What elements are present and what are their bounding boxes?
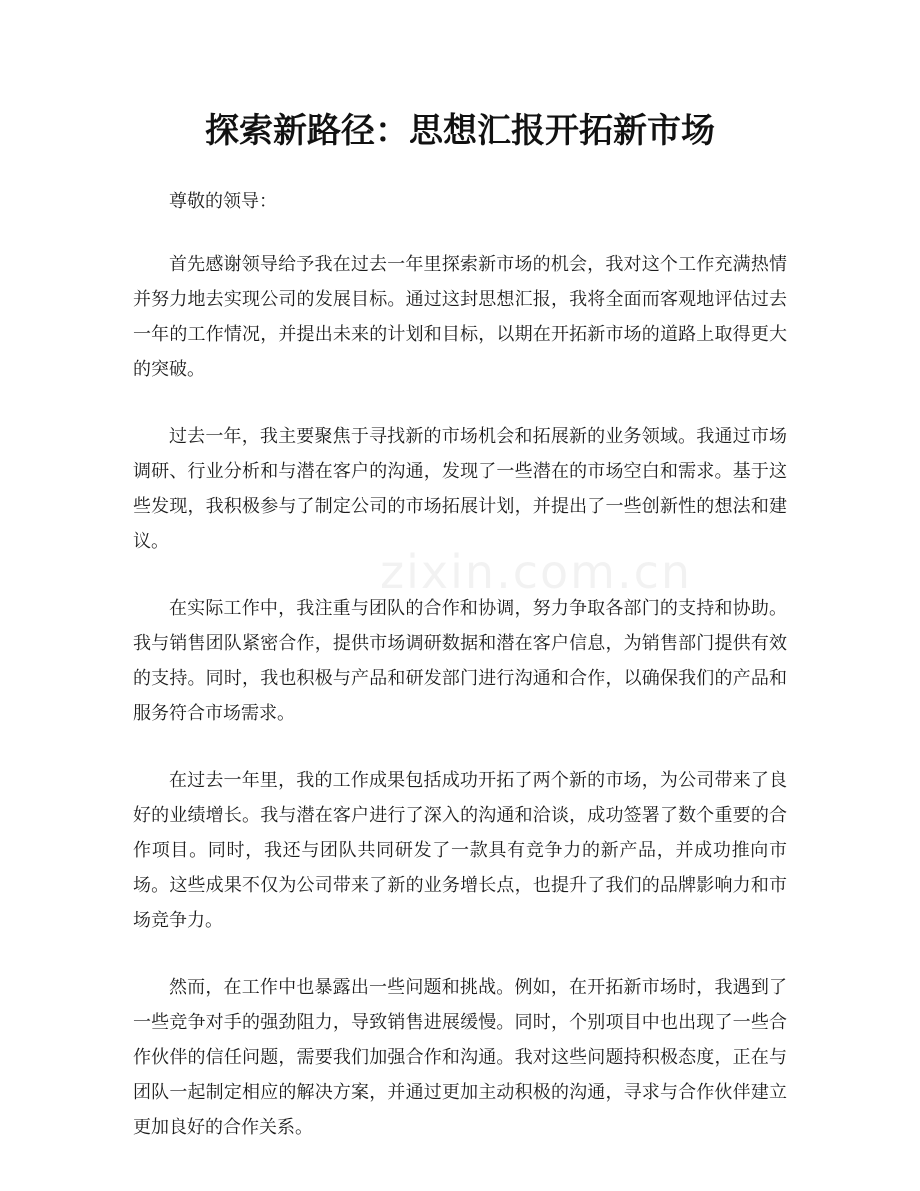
- paragraph-2: 过去一年，我主要聚焦于寻找新的市场机会和拓展新的业务领域。我通过市场调研、行业分析和与潜在客户的沟通，发现了一些潜在的市场空白和需求。基于这些发现，我积极参与了制定公司的市场拓展计划，并提出了一些创新性的想法和建议。: [133, 426, 787, 552]
- greeting: 尊敬的领导：: [169, 191, 277, 212]
- watermark: zixin.com.cn: [380, 545, 693, 599]
- document-title: 探索新路径：思想汇报开拓新市场: [205, 111, 715, 151]
- paragraph-4: 在过去一年里，我的工作成果包括成功开拓了两个新的市场，为公司带来了良好的业绩增长。我与潜在客户进行了深入的沟通和洽谈，成功签署了数个重要的合作项目。同时，我还与团队共同研发了一款具有竞争力的新产品，并成功推向市场。这些成果不仅为公司带来了新的业务增长点，也提升了我们的品牌影响力和市场竞争力。: [133, 770, 787, 931]
- paragraph-3: 在实际工作中，我注重与团队的合作和协调，努力争取各部门的支持和协助。我与销售团队紧密合作，提供市场调研数据和潜在客户信息，为销售部门提供有效的支持。同时，我也积极与产品和研发部门进行沟通和合作，以确保我们的产品和服务符合市场需求。: [133, 598, 787, 724]
- paragraph-1: 首先感谢领导给予我在过去一年里探索新市场的机会，我对这个工作充满热情并努力地去实现公司的发展目标。通过这封思想汇报，我将全面而客观地评估过去一年的工作情况，并提出未来的计划和目标，以期在开拓新市场的道路上取得更大的突破。: [133, 254, 787, 380]
- document-body: [133, 184, 787, 1177]
- paragraph-5: 然而，在工作中也暴露出一些问题和挑战。例如，在开拓新市场时，我遇到了一些竞争对手的强劲阻力，导致销售进展缓慢。同时，个别项目中也出现了一些合作伙伴的信任问题，需要我们加强合作和沟通。我对这些问题持积极态度，正在与团队一起制定相应的解决方案，并通过更加主动积极的沟通，寻求与合作伙伴建立更加良好的合作关系。: [133, 977, 787, 1138]
